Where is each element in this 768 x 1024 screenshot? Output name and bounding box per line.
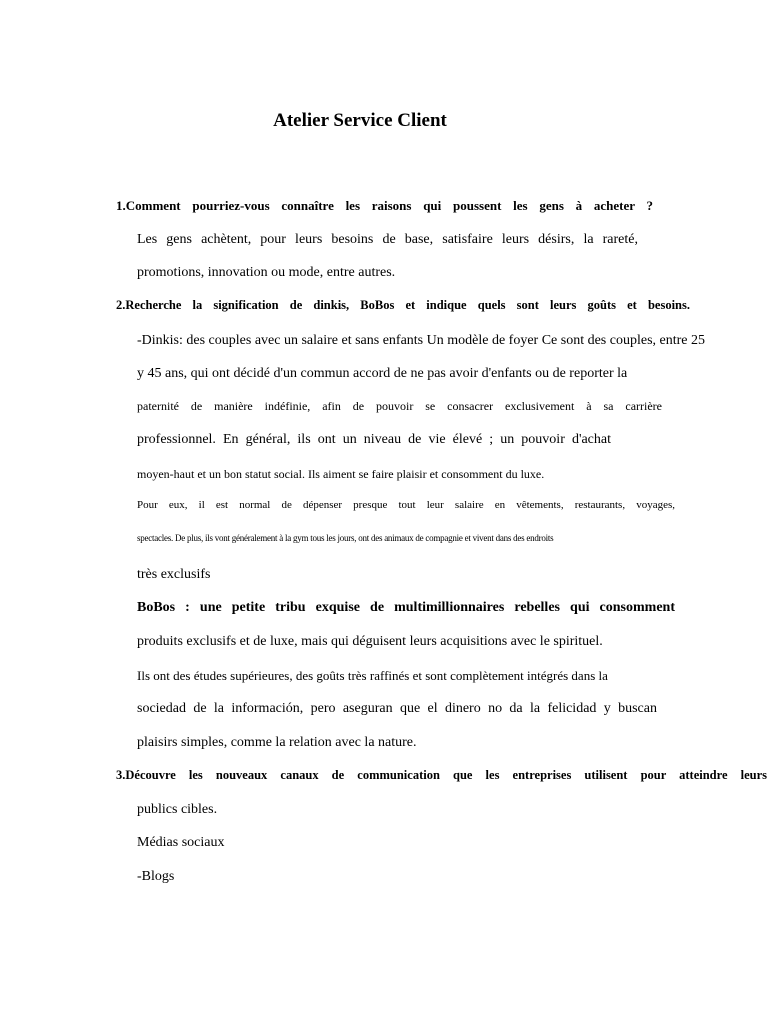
answer-2-line-13: plaisirs simples, comme la relation avec la nature. [137, 735, 417, 750]
answer-2-line-7: spectacles. De plus, ils vont généralement à la gym tous les jours, ont des animaux de compagnie et vivent dans des endroits [137, 533, 554, 543]
answer-2-line-4: professionnel. En général, ils ont un niveau de vie élevé ; un pouvoir d'achat [137, 432, 611, 447]
question-2: 2.Recherche la signification de dinkis, BoBos et indique quels sont leurs goûts et besoins. [116, 298, 690, 312]
answer-2-line-3: paternité de manière indéfinie, afin de pouvoir se consacrer exclusivement à sa carrière [137, 399, 662, 413]
answer-2-line-5: moyen-haut et un bon statut social. Ils aiment se faire plaisir et consomment du luxe. [137, 467, 545, 481]
bobos-heading: BoBos : une petite tribu exquise de multimillionnaires rebelles qui consomment [137, 600, 675, 615]
answer-1-line-2: promotions, innovation ou mode, entre autres. [137, 265, 396, 280]
question-1: 1.Comment pourriez-vous connaître les raisons qui poussent les gens à acheter ? [116, 198, 653, 213]
answer-2-line-6: Pour eux, il est normal de dépenser presque tout leur salaire en vêtements, restaurants, voyages, [137, 499, 675, 511]
answer-1-line-1: Les gens achètent, pour leurs besoins de base, satisfaire leurs désirs, la rareté, [137, 232, 638, 247]
answer-3-line-1: publics cibles. [137, 802, 218, 817]
question-3: 3.Découvre les nouveaux canaux de communication que les entreprises utilisent pour atteindre leurs [116, 768, 767, 782]
answer-2-line-11: Ils ont des études supérieures, des goûts très raffinés et sont complètement intégrés dans la [137, 668, 608, 683]
answer-2-line-10: produits exclusifs et de luxe, mais qui déguisent leurs acquisitions avec le spirituel. [137, 634, 603, 649]
answer-2-line-2: y 45 ans, qui ont décidé d'un commun accord de ne pas avoir d'enfants ou de reporter la [137, 366, 628, 381]
answer-3-line-3: -Blogs [137, 869, 175, 884]
answer-2-line-1: -Dinkis: des couples avec un salaire et sans enfants Un modèle de foyer Ce sont des couples, entre 25 [137, 333, 705, 348]
answer-2-line-8: très exclusifs [137, 567, 211, 582]
answer-2-line-12: sociedad de la información, pero aseguran que el dinero no da la felicidad y buscan [137, 701, 657, 716]
answer-3-line-2: Médias sociaux [137, 835, 225, 850]
page-title: Atelier Service Client [273, 110, 447, 131]
